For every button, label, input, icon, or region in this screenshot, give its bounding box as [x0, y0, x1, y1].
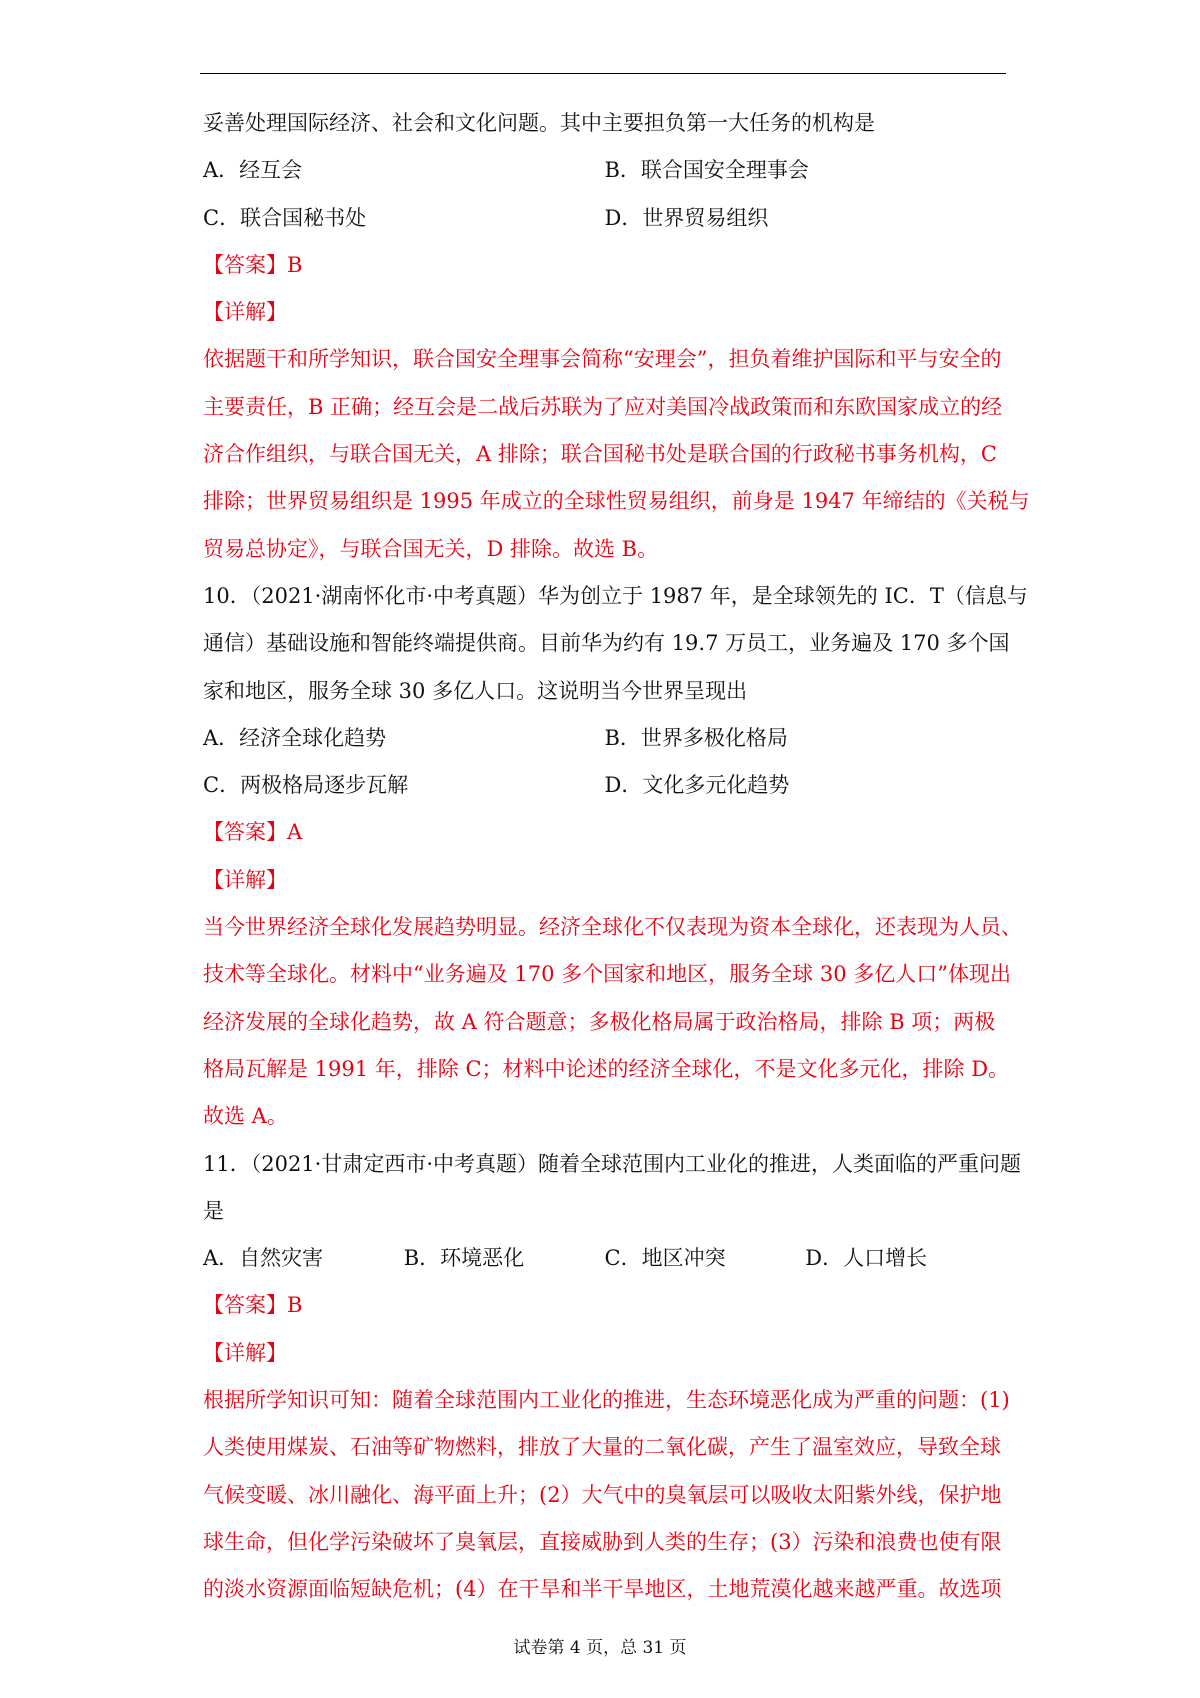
q11-explanation-line: 气候变暖、冰川融化、海平面上升；(2）大气中的臭氧层可以吸收太阳紫外线，保护地	[203, 1482, 1002, 1507]
q11-option-c: C．地区冲突	[604, 1246, 726, 1271]
q10-explanation-line: 技术等全球化。材料中“业务遍及 170 多个国家和地区，服务全球 30 多亿人口”体现出	[203, 962, 1011, 987]
q11-explanation-line: 球生命，但化学污染破坏了臭氧层，直接威胁到人类的生存；(3）污染和浪费也使有限	[203, 1529, 1002, 1554]
q11-detail-heading: 【详解】	[203, 1340, 287, 1365]
q11-explanation-line: 人类使用煤炭、石油等矿物燃料，排放了大量的二氧化碳，产生了温室效应，导致全球	[203, 1435, 1001, 1460]
q10-detail-heading: 【详解】	[203, 867, 287, 892]
q9-explanation-line: 依据题干和所学知识，联合国安全理事会简称“安理会”，担负着维护国际和平与安全的	[203, 347, 1002, 372]
q9-option-d: D．世界贸易组织	[604, 205, 769, 230]
q11-explanation-line: 根据所学知识可知：随着全球范围内工业化的推进，生态环境恶化成为严重的问题：(1)	[203, 1388, 1010, 1413]
q9-stem-continuation: 妥善处理国际经济、社会和文化问题。其中主要担负第一大任务的机构是	[203, 111, 875, 135]
q9-option-b: B．联合国安全理事会	[604, 158, 809, 183]
q10-option-d: D．文化多元化趋势	[604, 773, 790, 798]
q10-answer: 【答案】A	[203, 820, 303, 845]
q10-explanation-line: 故选 A。	[203, 1104, 288, 1129]
q9-explanation-line: 贸易总协定》，与联合国无关，D 排除。故选 B。	[203, 536, 659, 561]
q10-stem-line: 家和地区，服务全球 30 多亿人口。这说明当今世界呈现出	[203, 678, 748, 703]
q11-option-b: B．环境恶化	[403, 1246, 525, 1271]
q11-option-d: D．人口增长	[805, 1246, 928, 1271]
q11-option-a: A．自然灾害	[203, 1246, 324, 1271]
q10-option-c: C．两极格局逐步瓦解	[203, 773, 409, 798]
q9-options-row-2	[203, 195, 1006, 242]
q9-option-c: C．联合国秘书处	[203, 205, 367, 230]
q11-explanation-line: 的淡水资源面临短缺危机；(4）在干旱和半干旱地区，土地荒漠化越来越严重。故选项	[203, 1577, 1002, 1602]
q11-stem-line: 11．（2021·甘肃定西市·中考真题）随着全球范围内工业化的推进，人类面临的严重问题	[203, 1151, 1022, 1176]
q10-stem-line: 通信）基础设施和智能终端提供商。目前华为约有 19.7 万员工，业务遍及 170 多个国	[203, 631, 1010, 656]
q10-options-row-2	[203, 762, 1006, 809]
q9-option-a: A．经互会	[203, 158, 303, 183]
q10-explanation-line: 当今世界经济全球化发展趋势明显。经济全球化不仅表现为资本全球化，还表现为人员、	[203, 915, 1022, 940]
q10-options-row-1	[203, 715, 1006, 762]
q11-answer: 【答案】B	[203, 1293, 303, 1318]
q10-option-b: B．世界多极化格局	[604, 725, 788, 750]
q9-answer: 【答案】B	[203, 252, 303, 277]
q9-explanation-line: 主要责任，B 正确；经互会是二战后苏联为了应对美国冷战政策而和东欧国家成立的经	[203, 394, 1003, 419]
q9-detail-heading: 【详解】	[203, 300, 287, 325]
q10-option-a: A．经济全球化趋势	[203, 725, 387, 750]
q9-options-row-1	[203, 147, 1006, 194]
page-footer: 试卷第 4 页，总 31 页	[513, 1638, 687, 1658]
q9-explanation-line: 排除；世界贸易组织是 1995 年成立的全球性贸易组织，前身是 1947 年缔结的《关税与	[203, 489, 1030, 514]
q11-options-row	[203, 1235, 1006, 1282]
header-rule	[200, 73, 1006, 74]
q11-stem-line: 是	[203, 1198, 224, 1223]
page-content	[203, 100, 1030, 1614]
q10-stem-line: 10．（2021·湖南怀化市·中考真题）华为创立于 1987 年，是全球领先的 IC．T（信息与	[203, 583, 1028, 608]
q10-explanation-line: 格局瓦解是 1991 年，排除 C；材料中论述的经济全球化，不是文化多元化，排除 D。	[203, 1056, 1010, 1081]
q9-explanation-line: 济合作组织，与联合国无关，A 排除；联合国秘书处是联合国的行政秘书事务机构，C	[203, 442, 997, 467]
q10-explanation-line: 经济发展的全球化趋势，故 A 符合题意；多极化格局属于政治格局，排除 B 项；两极	[203, 1009, 996, 1034]
